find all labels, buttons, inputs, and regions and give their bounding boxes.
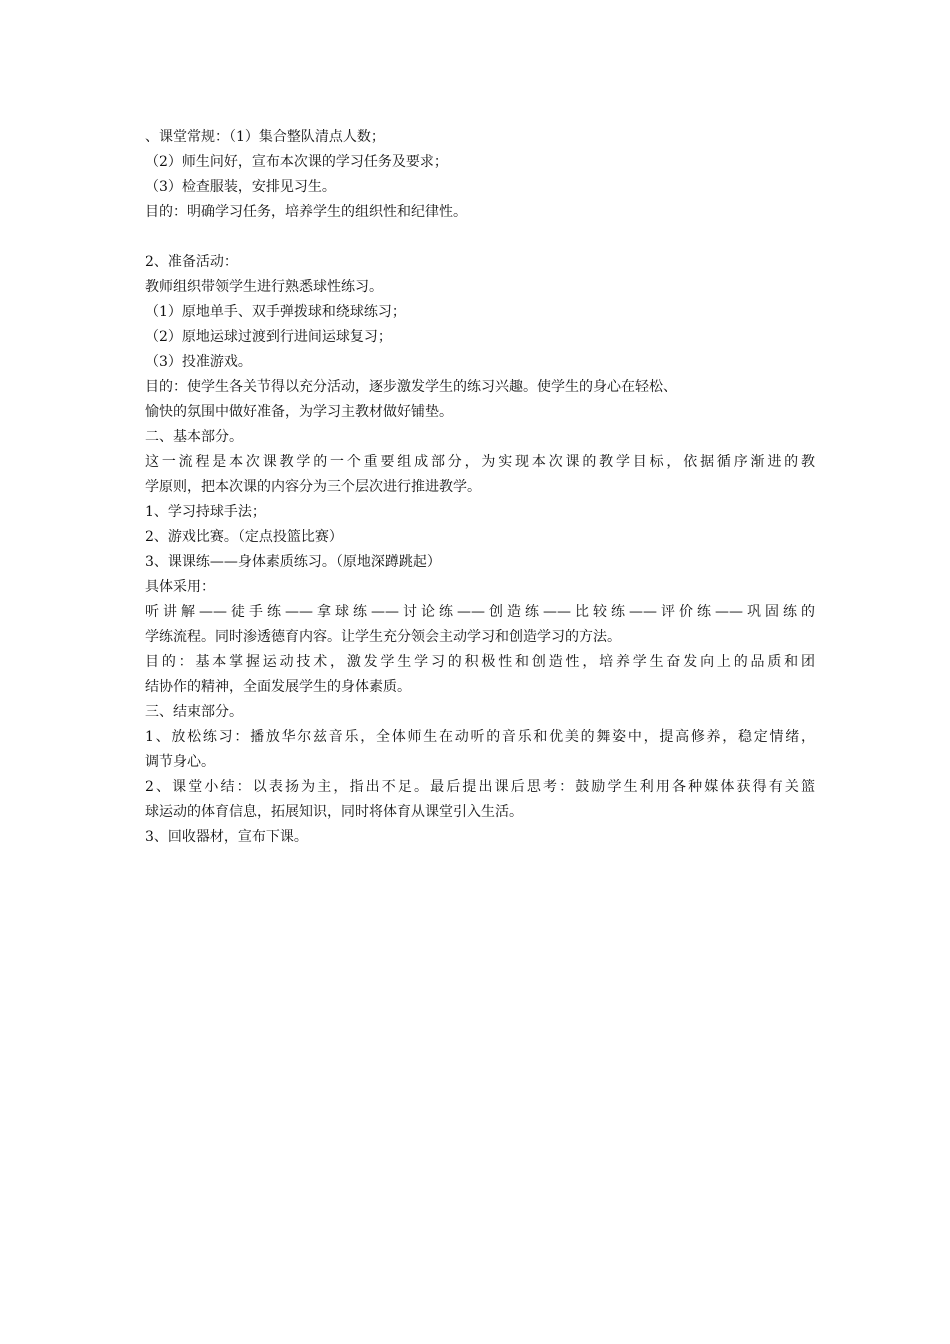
text-line-warmup-item-3: （3）投准游戏。 (145, 354, 252, 370)
text-line-purpose-2b: 愉快的氛围中做好准备，为学习主教材做好铺垫。 (145, 404, 453, 420)
text-line-summary-b: 球运动的体育信息，拓展知识，同时将体育从课堂引入生活。 (145, 804, 523, 820)
text-line-basic-item-2: 2、游戏比赛。（定点投篮比赛） (145, 529, 343, 545)
text-line-purpose-3a: 目的：基本掌握运动技术，激发学生学习的积极性和创造性，培养学生奋发向上的品质和团 (145, 654, 815, 670)
text-line-method-b: 学练流程。同时渗透德育内容。让学生充分领会主动学习和创造学习的方法。 (145, 629, 621, 645)
text-line-basic-item-1: 1、学习持球手法； (145, 504, 266, 520)
section-heading-ending: 三、结束部分。 (145, 704, 243, 720)
text-line-classroom-routine: 、课堂常规：（1）集合整队清点人数； (145, 129, 385, 145)
text-line-summary-a: 2、课堂小结：以表扬为主，指出不足。最后提出课后思考：鼓励学生利用各种媒体获得有关篮 (145, 779, 815, 795)
text-line-method-a: 听讲解——徒手练——拿球练——讨论练——创造练——比较练——评价练——巩固练的 (145, 604, 815, 620)
text-line-method-label: 具体采用： (145, 579, 215, 595)
text-line-basic-intro-a: 这一流程是本次课教学的一个重要组成部分，为实现本次课的教学目标，依据循序渐进的教 (145, 454, 815, 470)
text-line-purpose-2a: 目的：使学生各关节得以充分活动，逐步激发学生的练习兴趣。使学生的身心在轻松、 (145, 379, 677, 395)
blank-line (145, 225, 815, 250)
section-heading-basic: 二、基本部分。 (145, 429, 243, 445)
text-line-greeting: （2）师生问好，宣布本次课的学习任务及要求； (145, 154, 448, 170)
text-line-purpose-1: 目的：明确学习任务，培养学生的组织性和纪律性。 (145, 204, 467, 220)
text-line-basic-item-3: 3、课课练——身体素质练习。（原地深蹲跳起） (145, 554, 441, 570)
text-line-warmup-item-2: （2）原地运球过渡到行进间运球复习； (145, 329, 392, 345)
document-body (145, 125, 815, 850)
text-line-dismiss: 3、回收器材，宣布下课。 (145, 829, 308, 845)
text-line-relax-a: 1、放松练习：播放华尔兹音乐，全体师生在动听的音乐和优美的舞姿中，提高修养，稳定情绪， (145, 729, 815, 745)
text-line-warmup-item-1: （1）原地单手、双手弹拨球和绕球练习； (145, 304, 406, 320)
text-line-basic-intro-b: 学原则，把本次课的内容分为三个层次进行推进教学。 (145, 479, 481, 495)
text-line-purpose-3b: 结协作的精神，全面发展学生的身体素质。 (145, 679, 411, 695)
text-line-warmup-intro: 教师组织带领学生进行熟悉球性练习。 (145, 279, 383, 295)
section-heading-warmup: 2、准备活动： (145, 254, 238, 270)
text-line-check-clothing: （3）检查服装，安排见习生。 (145, 179, 336, 195)
text-line-relax-b: 调节身心。 (145, 754, 215, 770)
